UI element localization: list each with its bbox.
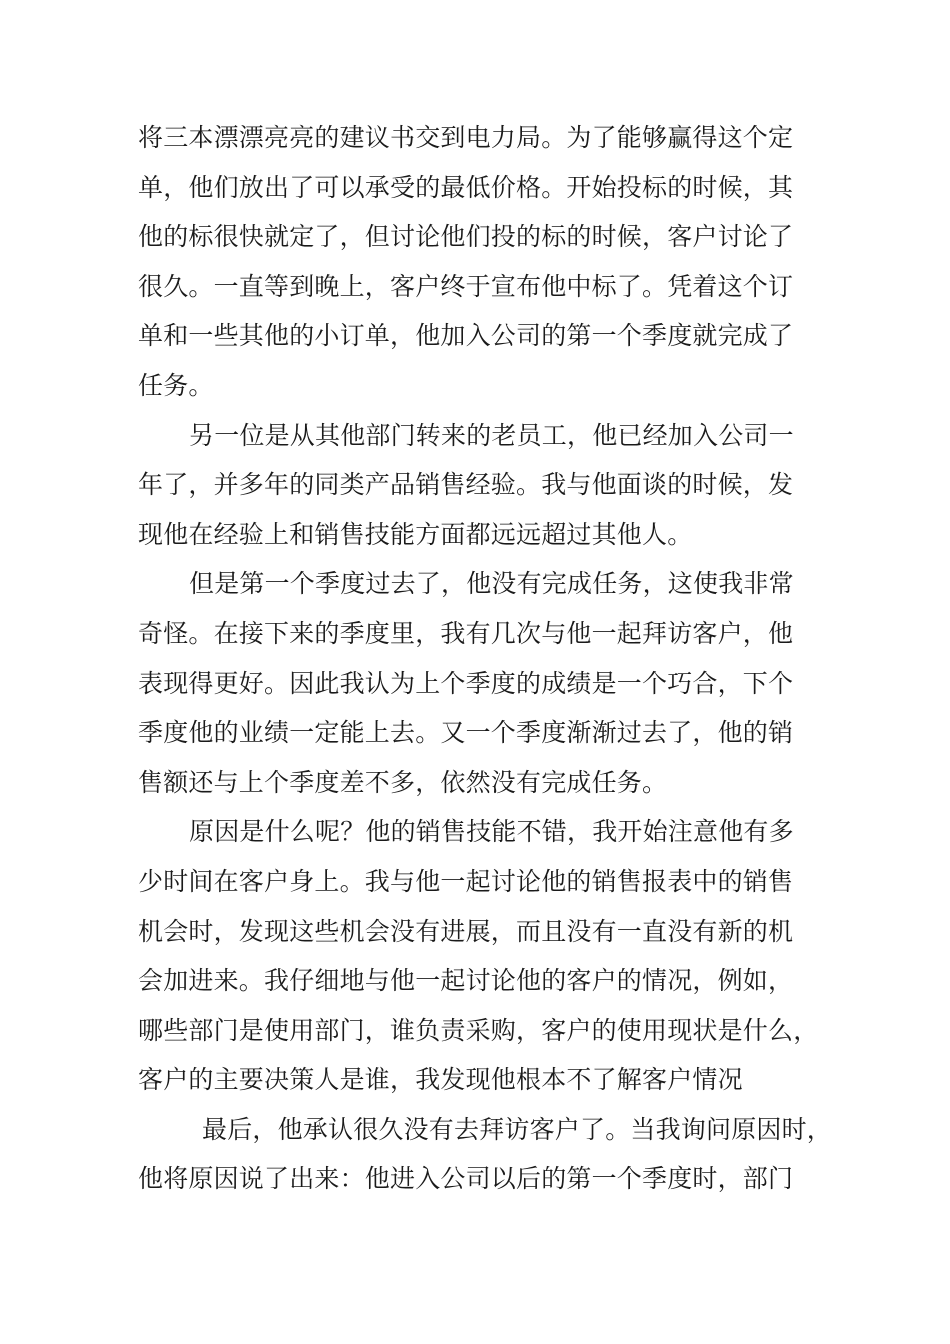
text-line: 单和一些其他的小订单，他加入公司的第一个季度就完成了: [138, 321, 794, 351]
text-line: 表现得更好。因此我认为上个季度的成绩是一个巧合，下个: [138, 668, 794, 698]
paragraph-start-line: 但是第一个季度过去了，他没有完成任务，这使我非常: [189, 569, 794, 599]
text-line: 很久。一直等到晚上，客户终于宣布他中标了。凭着这个订: [138, 271, 794, 301]
text-line: 会加进来。我仔细地与他一起讨论他的客户的情况，例如，: [138, 966, 794, 996]
text-line: 现他在经验上和销售技能方面都远远超过其他人。: [138, 519, 693, 549]
text-line: 单，他们放出了可以承受的最低价格。开始投标的时候，其: [138, 172, 794, 202]
text-line: 他的标很快就定了，但讨论他们投的标的时候，客户讨论了: [138, 222, 794, 252]
text-line: 将三本漂漂亮亮的建议书交到电力局。为了能够赢得这个定: [138, 123, 794, 152]
text-line: 季度他的业绩一定能上去。又一个季度渐渐过去了，他的销: [138, 718, 794, 748]
paragraph-start-line: 最后，他承认很久没有去拜访客户了。当我询问原因时，: [202, 1114, 833, 1144]
text-line: 售额还与上个季度差不多，依然没有完成任务。: [138, 767, 668, 797]
text-line: 奇怪。在接下来的季度里，我有几次与他一起拜访客户，他: [138, 618, 794, 648]
text-line: 机会时，发现这些机会没有进展，而且没有一直没有新的机: [138, 916, 794, 946]
text-line: 哪些部门是使用部门，谁负责采购，客户的使用现状是什么，: [138, 1015, 819, 1045]
body-text: [138, 113, 838, 1204]
text-line: 客户的主要决策人是谁，我发现他根本不了解客户情况: [138, 1065, 743, 1095]
text-line: 他将原因说了出来：他进入公司以后的第一个季度时，部门: [138, 1164, 794, 1194]
paragraph-start-line: 原因是什么呢？他的销售技能不错，我开始注意他有多: [189, 817, 794, 847]
text-line: 任务。: [138, 370, 214, 400]
text-line: 少时间在客户身上。我与他一起讨论他的销售报表中的销售: [138, 866, 794, 896]
text-line: 年了，并多年的同类产品销售经验。我与他面谈的时候，发: [138, 470, 794, 500]
paragraph-start-line: 另一位是从其他部门转来的老员工，他已经加入公司一: [189, 420, 794, 450]
